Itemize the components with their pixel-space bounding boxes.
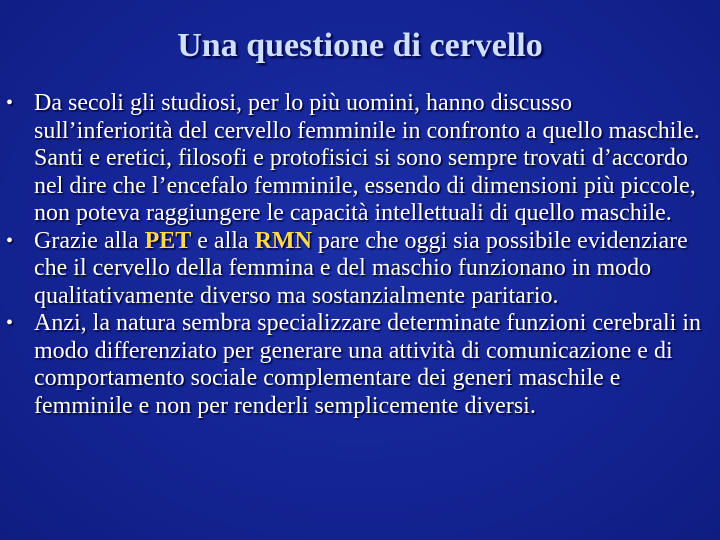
bullet-2-part-3: pare che oggi sia possibile evidenziare che il cervello della femmina e del maschio funzionano in modo qualitativamente diverso ma sostanzialmente paritario.: [34, 227, 688, 309]
bullet-icon: •: [6, 312, 14, 334]
bullet-text-1: Da secoli gli studiosi, per lo più uomini, hanno discusso sull’inferiorità del cervello femminile in confronto a quello maschile. Santi e eretici, filosofi e protofisici si sono sempre trovati d’accordo nel dire che l’encefalo femminile, essendo di dimensioni più piccole, non poteva raggiungere le capacità intellettuali di quello maschile.: [34, 90, 700, 226]
bullet-item-1: [6, 90, 714, 228]
bullet-text-3: Anzi, la natura sembra specializzare determinate funzioni cerebrali in modo differenziato per generare una attività di comunicazione e di comportamento sociale complementare dei generi maschile e femminile e non per renderli semplicemente diversi.: [34, 310, 701, 419]
bullet-icon: •: [6, 229, 14, 252]
slide-title: Una questione di cervello: [177, 27, 543, 64]
bullet-icon: •: [6, 92, 14, 114]
bullet-2-part-1: Grazie alla: [34, 227, 145, 254]
bullet-item-2: [6, 228, 714, 311]
bullet-text-2: [34, 228, 714, 311]
bullet-2-part-2: e alla: [191, 227, 255, 254]
bullet-item-3: [6, 310, 714, 420]
bullet-list: [6, 90, 714, 420]
highlight-pet: PET: [144, 227, 192, 254]
highlight-rmn: RMN: [254, 227, 312, 254]
